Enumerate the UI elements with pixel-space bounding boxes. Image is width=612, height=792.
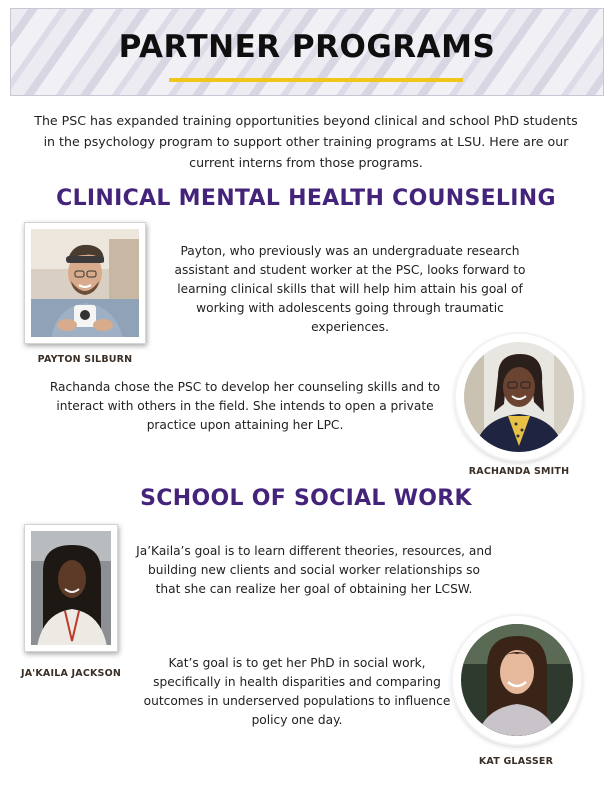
header-banner — [10, 8, 604, 96]
jakaila-photo — [24, 524, 118, 652]
title-underline — [169, 78, 463, 82]
rachanda-photo — [456, 334, 582, 460]
caption-kat: KAT GLASSER — [478, 756, 554, 767]
caption-payton: PAYTON SILBURN — [37, 354, 133, 365]
caption-rachanda: RACHANDA SMITH — [468, 466, 570, 477]
bio-payton: Payton, who previously was an undergraduate research assistant and student worker at the PSC, looks forward to learning clinical skills that will help him attain his goal of working with adolescents going through traumatic experiences. — [174, 244, 526, 334]
bio-jakaila: Ja’Kaila’s goal is to learn different theories, resources, and building new clients and social worker relationships so that she can realize her goal of obtaining her LCSW. — [136, 544, 492, 596]
bio-kat: Kat’s goal is to get her PhD in social work, specifically in health disparities and comparing outcomes in underserved populations to influence policy one day. — [143, 656, 451, 727]
section-heading-clinical: CLINICAL MENTAL HEALTH COUNSELING — [56, 186, 556, 211]
kat-photo — [453, 616, 581, 744]
bio-rachanda: Rachanda chose the PSC to develop her counseling skills and to interact with others in the field. She intends to open a private practice upon attaining her LPC. — [49, 380, 441, 432]
page-title: PARTNER PROGRAMS — [118, 29, 496, 65]
caption-jakaila: JA'KAILA JACKSON — [20, 668, 122, 679]
section-heading-social-work: SCHOOL OF SOCIAL WORK — [140, 486, 472, 511]
payton-photo — [24, 222, 146, 344]
intro-paragraph: The PSC has expanded training opportunities beyond clinical and school PhD students in the psychology program to support other training programs at LSU. Here are our current interns from those programs. — [34, 113, 578, 170]
